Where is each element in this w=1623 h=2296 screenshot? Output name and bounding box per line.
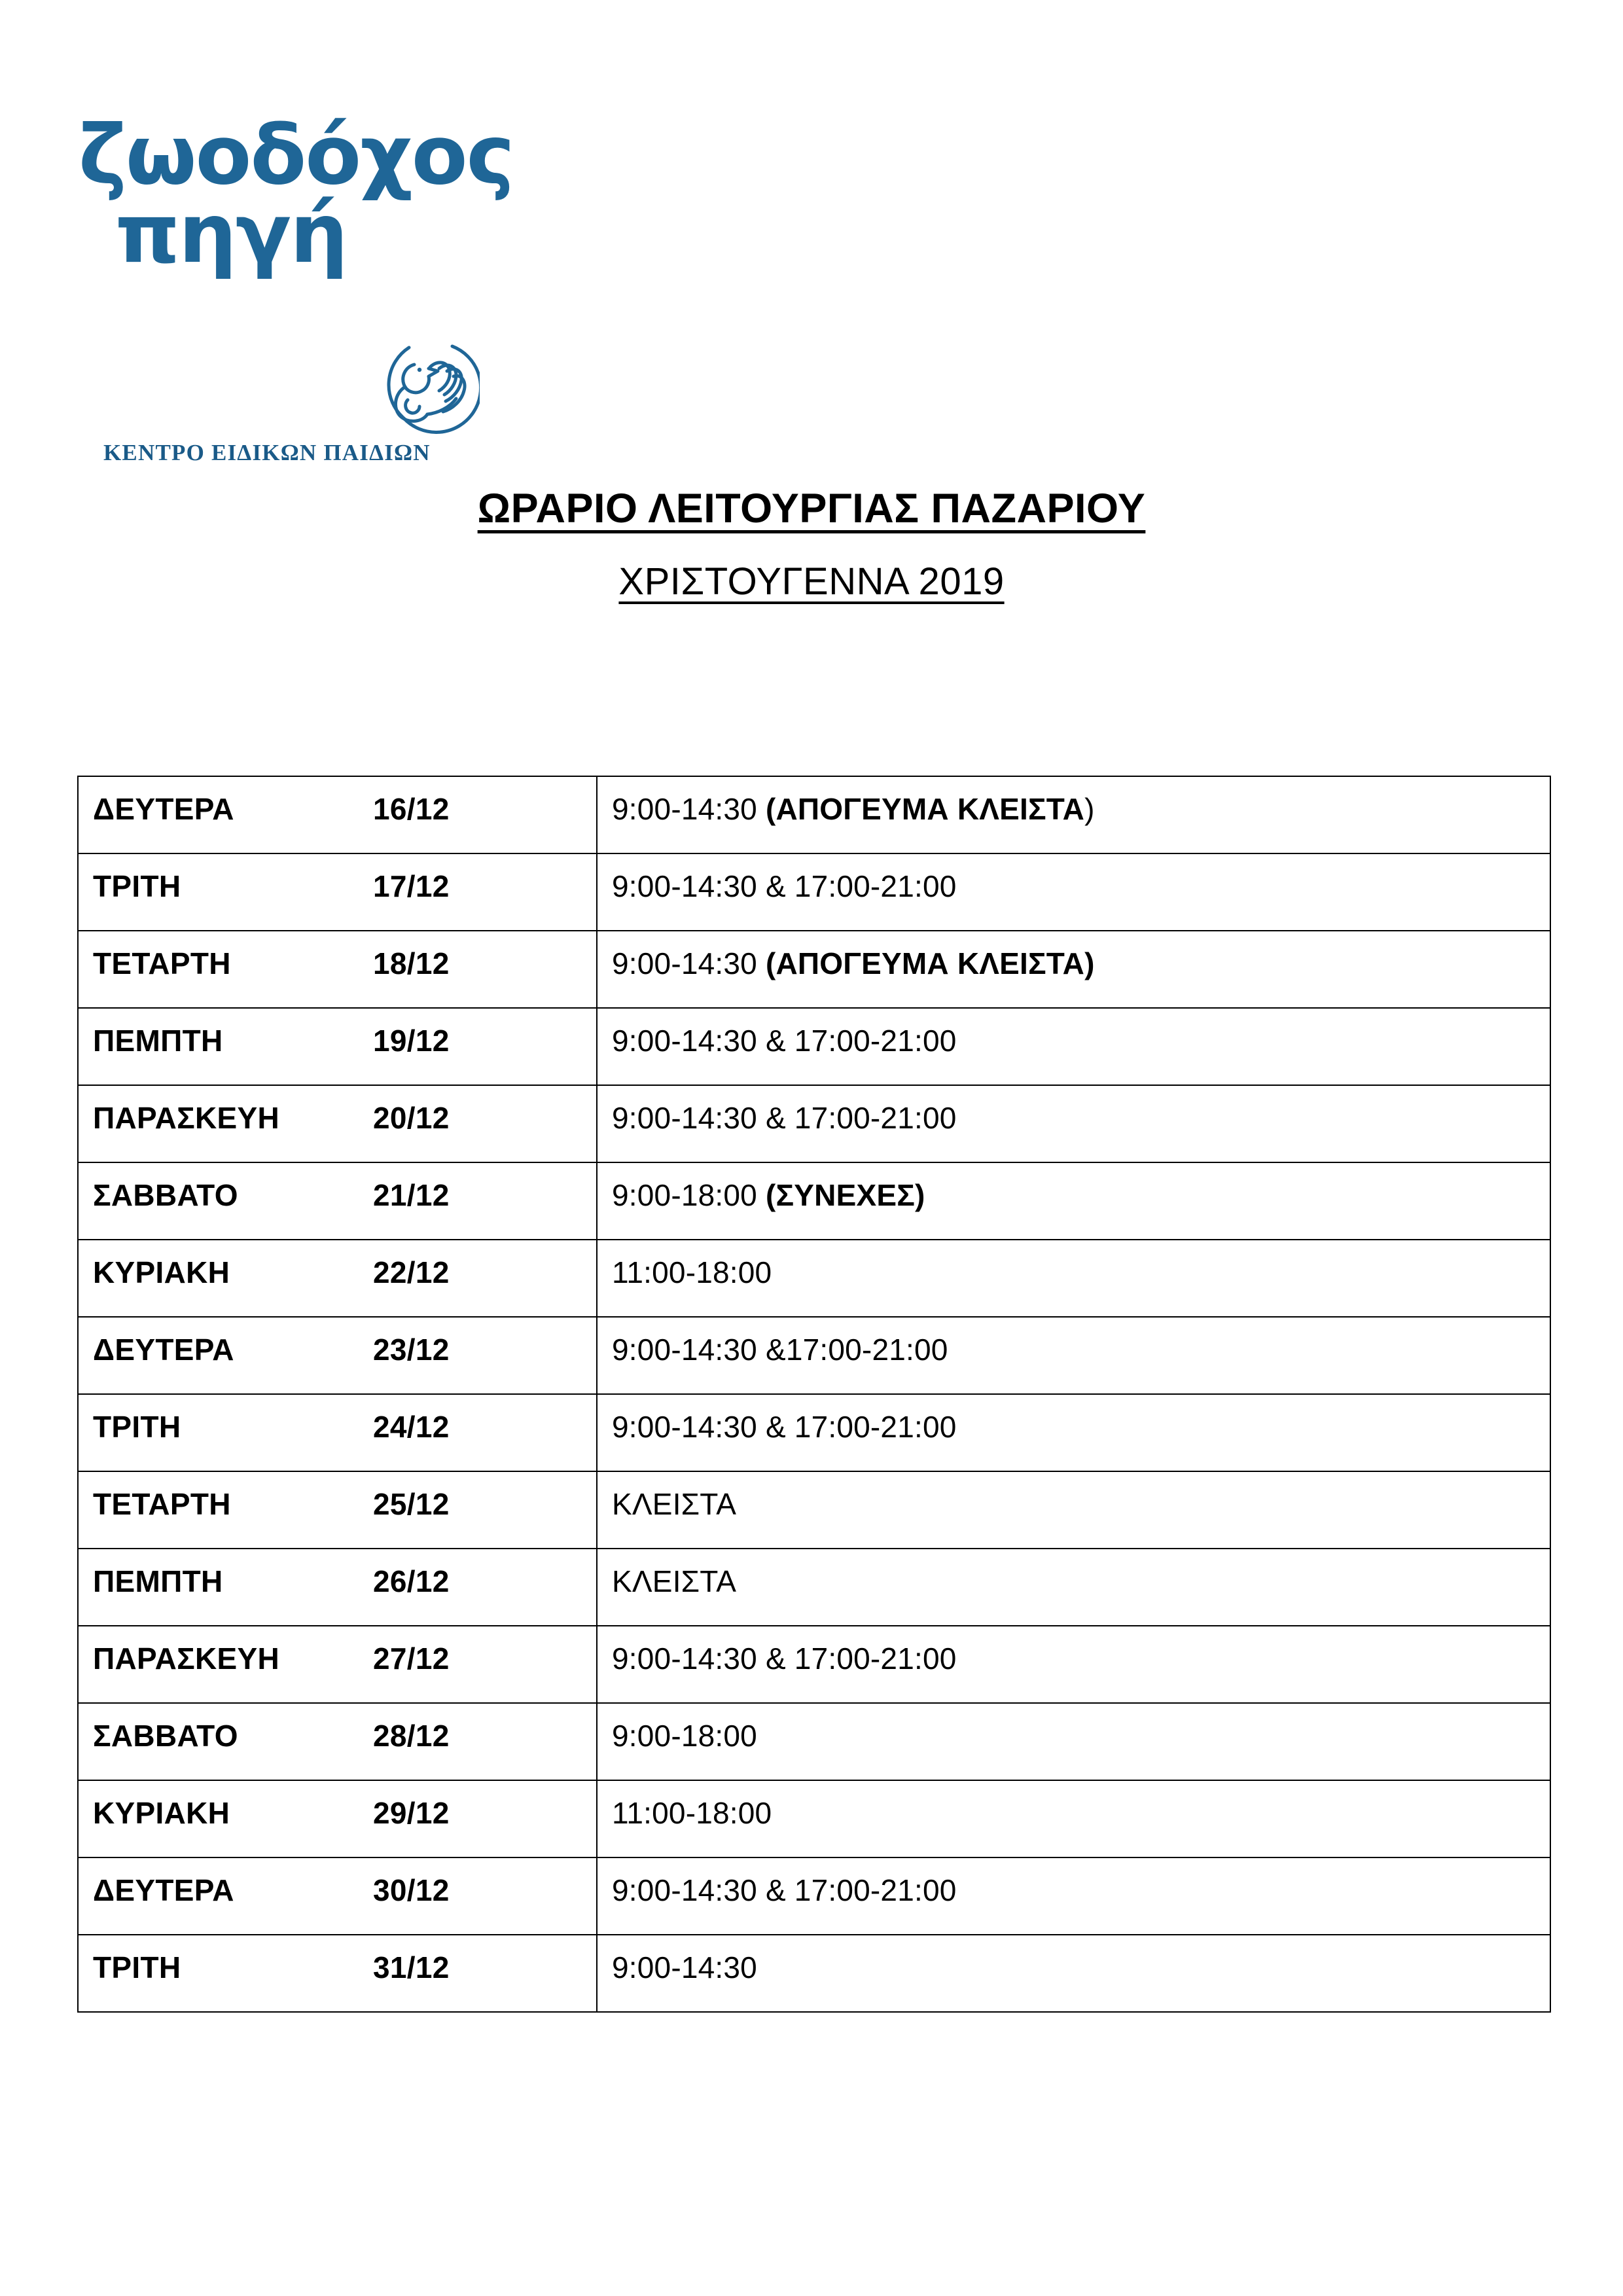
table-row xyxy=(78,1626,1550,1703)
page-subtitle xyxy=(0,560,1623,604)
schedule-day-cell xyxy=(78,1085,597,1162)
schedule-day-name: ΤΡΙΤΗ xyxy=(93,869,181,903)
schedule-day-name: ΤΕΤΑΡΤΗ xyxy=(93,946,231,980)
schedule-day-name: ΠΕΜΠΤΗ xyxy=(93,1564,223,1598)
schedule-day-name: ΣΑΒΒΑΤΟ xyxy=(93,1178,238,1212)
schedule-hours-text xyxy=(612,1950,757,1985)
schedule-hours-plain: 9:00-14:30 xyxy=(612,1950,757,1984)
schedule-day-cell xyxy=(78,1935,597,2012)
schedule-hours-plain: 9:00-14:30 xyxy=(612,946,766,980)
schedule-hours-text xyxy=(612,1873,957,1908)
logo-tagline: ΚΕΝΤΡΟ ΕΙΔΙΚΩΝ ΠΑΙΔΙΩΝ xyxy=(103,440,431,465)
schedule-hours-cell xyxy=(597,931,1550,1008)
page-title-text: ΩΡΑΡΙΟ ΛΕΙΤΟΥΡΓΙΑΣ ΠΑΖΑΡΙΟΥ xyxy=(477,486,1146,531)
schedule-hours-cell xyxy=(597,1008,1550,1085)
schedule-day-name: ΤΡΙΤΗ xyxy=(93,1950,181,1984)
schedule-hours-plain: ΚΛΕΙΣΤΑ xyxy=(612,1564,737,1598)
schedule-hours-cell xyxy=(597,1240,1550,1317)
schedule-day-cell xyxy=(78,1471,597,1549)
table-row xyxy=(78,1857,1550,1935)
table-row xyxy=(78,1935,1550,2012)
schedule-hours-plain: 9:00-14:30 &17:00-21:00 xyxy=(612,1333,948,1367)
schedule-hours-text xyxy=(612,1641,957,1676)
schedule-hours-tail: ) xyxy=(1084,792,1095,826)
schedule-day-date: 26/12 xyxy=(373,1564,450,1598)
schedule-day-date: 29/12 xyxy=(373,1796,450,1830)
schedule-day-cell xyxy=(78,1240,597,1317)
schedule-day-cell xyxy=(78,1162,597,1240)
schedule-hours-plain: 9:00-14:30 & 17:00-21:00 xyxy=(612,1101,957,1135)
schedule-hours-cell xyxy=(597,1703,1550,1780)
schedule-hours-text xyxy=(612,1486,736,1522)
schedule-hours-cell xyxy=(597,1317,1550,1394)
schedule-hours-plain: 9:00-18:00 xyxy=(612,1178,766,1212)
schedule-table-container xyxy=(77,776,1550,2013)
schedule-hours-note: (ΑΠΟΓΕΥΜΑ ΚΛΕΙΣΤΑ) xyxy=(765,946,1095,980)
table-row xyxy=(78,1703,1550,1780)
table-row xyxy=(78,853,1550,931)
table-row xyxy=(78,1780,1550,1857)
schedule-day-date: 25/12 xyxy=(373,1487,450,1521)
schedule-day-cell xyxy=(78,776,597,853)
schedule-day-name: ΠΑΡΑΣΚΕΥΗ xyxy=(93,1101,280,1135)
schedule-day-name: ΣΑΒΒΑΤΟ xyxy=(93,1719,238,1753)
schedule-hours-text xyxy=(612,791,1095,827)
schedule-hours-cell xyxy=(597,776,1550,853)
dove-in-circle-icon xyxy=(375,331,480,435)
schedule-hours-cell xyxy=(597,1626,1550,1703)
schedule-hours-cell xyxy=(597,1394,1550,1471)
schedule-day-cell xyxy=(78,931,597,1008)
schedule-hours-text xyxy=(612,1100,957,1136)
schedule-hours-plain: 9:00-14:30 & 17:00-21:00 xyxy=(612,1410,957,1444)
schedule-day-cell xyxy=(78,1857,597,1935)
page-subtitle-text: ΧΡΙΣΤΟΥΓΕΝΝΑ 2019 xyxy=(618,560,1005,603)
schedule-hours-text xyxy=(612,1795,772,1831)
table-row xyxy=(78,1240,1550,1317)
schedule-day-date: 20/12 xyxy=(373,1101,450,1135)
schedule-hours-plain: 9:00-14:30 & 17:00-21:00 xyxy=(612,1641,957,1676)
schedule-day-date: 27/12 xyxy=(373,1641,450,1676)
schedule-hours-cell xyxy=(597,1162,1550,1240)
schedule-day-cell xyxy=(78,1703,597,1780)
logo-word-line2: πηγή xyxy=(115,187,347,281)
schedule-day-date: 28/12 xyxy=(373,1719,450,1753)
table-row xyxy=(78,1394,1550,1471)
schedule-hours-text xyxy=(612,1564,736,1599)
schedule-day-date: 31/12 xyxy=(373,1950,450,1984)
schedule-hours-text xyxy=(612,1718,757,1753)
schedule-hours-note: (ΑΠΟΓΕΥΜΑ ΚΛΕΙΣΤΑ xyxy=(765,792,1085,826)
schedule-day-cell xyxy=(78,1008,597,1085)
schedule-day-name: ΠΕΜΠΤΗ xyxy=(93,1024,223,1058)
schedule-day-name: ΤΕΤΑΡΤΗ xyxy=(93,1487,231,1521)
schedule-hours-plain: 9:00-14:30 xyxy=(612,792,766,826)
schedule-day-date: 16/12 xyxy=(373,792,450,826)
schedule-hours-cell xyxy=(597,1857,1550,1935)
schedule-hours-text xyxy=(612,1023,957,1058)
schedule-table-body xyxy=(78,776,1550,2012)
schedule-hours-plain: 9:00-14:30 & 17:00-21:00 xyxy=(612,1873,957,1907)
schedule-hours-text xyxy=(612,1177,925,1213)
organization-logo xyxy=(77,108,514,465)
schedule-hours-plain: 9:00-18:00 xyxy=(612,1719,757,1753)
table-row xyxy=(78,1085,1550,1162)
schedule-hours-text xyxy=(612,1332,948,1367)
schedule-table xyxy=(77,776,1551,2013)
table-row xyxy=(78,776,1550,853)
schedule-day-date: 23/12 xyxy=(373,1333,450,1367)
schedule-hours-plain: 9:00-14:30 & 17:00-21:00 xyxy=(612,1024,957,1058)
schedule-day-date: 21/12 xyxy=(373,1178,450,1212)
schedule-day-date: 19/12 xyxy=(373,1024,450,1058)
schedule-day-date: 17/12 xyxy=(373,869,450,903)
schedule-hours-plain: 11:00-18:00 xyxy=(612,1255,772,1289)
schedule-hours-cell xyxy=(597,1085,1550,1162)
schedule-day-date: 18/12 xyxy=(373,946,450,980)
schedule-hours-text xyxy=(612,946,1095,981)
table-row xyxy=(78,1471,1550,1549)
page-title xyxy=(0,484,1623,533)
table-row xyxy=(78,1549,1550,1626)
schedule-day-cell xyxy=(78,1317,597,1394)
table-row xyxy=(78,1317,1550,1394)
schedule-day-name: ΠΑΡΑΣΚΕΥΗ xyxy=(93,1641,280,1676)
schedule-hours-cell xyxy=(597,1549,1550,1626)
schedule-hours-cell xyxy=(597,1935,1550,2012)
schedule-hours-plain: 9:00-14:30 & 17:00-21:00 xyxy=(612,869,957,903)
schedule-day-cell xyxy=(78,1780,597,1857)
schedule-hours-plain: 11:00-18:00 xyxy=(612,1796,772,1830)
schedule-hours-cell xyxy=(597,853,1550,931)
schedule-day-cell xyxy=(78,1549,597,1626)
schedule-day-name: ΔΕΥΤΕΡΑ xyxy=(93,1873,234,1907)
table-row xyxy=(78,931,1550,1008)
schedule-day-name: ΔΕΥΤΕΡΑ xyxy=(93,1333,234,1367)
schedule-day-date: 22/12 xyxy=(373,1255,450,1289)
schedule-day-name: ΚΥΡΙΑΚΗ xyxy=(93,1796,230,1830)
logo-wordmark xyxy=(77,108,514,311)
schedule-hours-cell xyxy=(597,1471,1550,1549)
schedule-hours-text xyxy=(612,1255,772,1290)
schedule-hours-note: (ΣΥΝΕΧΕΣ) xyxy=(765,1178,925,1212)
table-row xyxy=(78,1162,1550,1240)
schedule-day-cell xyxy=(78,853,597,931)
schedule-hours-text xyxy=(612,869,957,904)
schedule-day-date: 24/12 xyxy=(373,1410,450,1444)
schedule-day-name: ΚΥΡΙΑΚΗ xyxy=(93,1255,230,1289)
schedule-hours-cell xyxy=(597,1780,1550,1857)
logo-word-line1: ζωοδόχος xyxy=(79,108,514,203)
schedule-hours-text xyxy=(612,1409,957,1444)
schedule-day-cell xyxy=(78,1626,597,1703)
schedule-day-name: ΤΡΙΤΗ xyxy=(93,1410,181,1444)
schedule-day-name: ΔΕΥΤΕΡΑ xyxy=(93,792,234,826)
schedule-hours-plain: ΚΛΕΙΣΤΑ xyxy=(612,1487,737,1521)
schedule-day-cell xyxy=(78,1394,597,1471)
table-row xyxy=(78,1008,1550,1085)
schedule-day-date: 30/12 xyxy=(373,1873,450,1907)
